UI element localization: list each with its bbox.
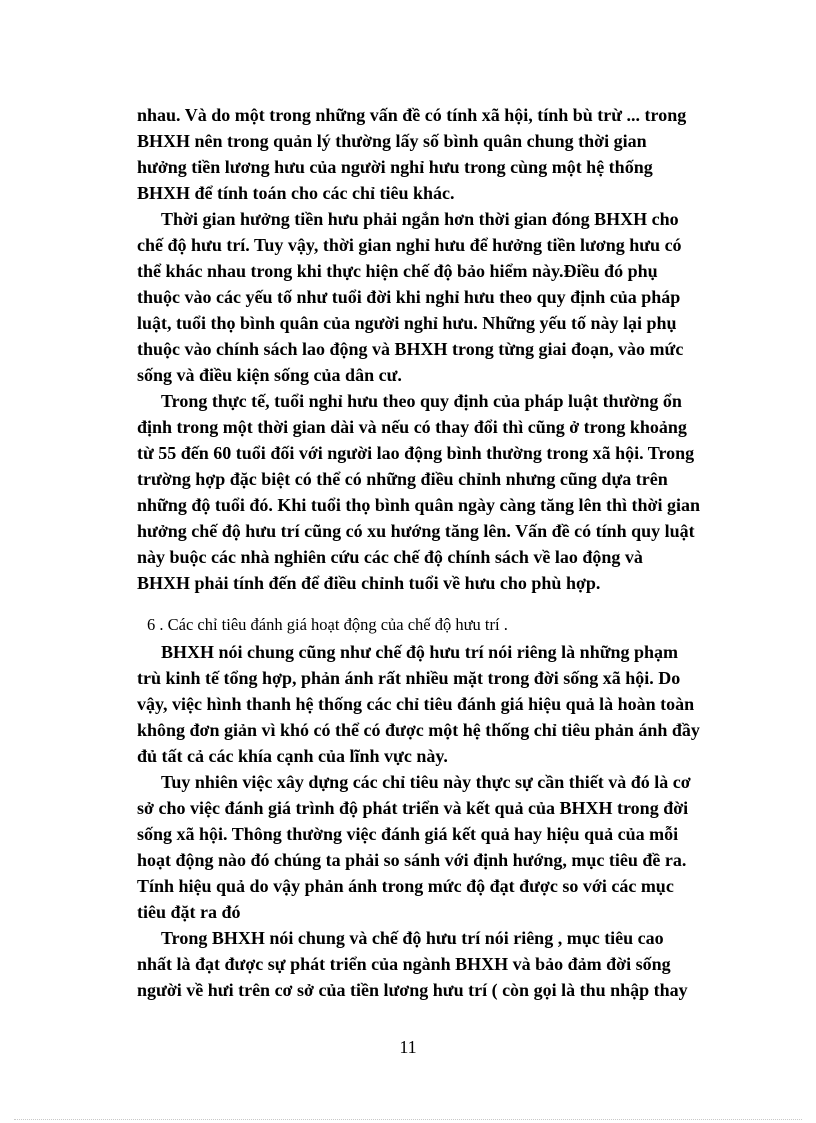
text-line: chế độ hưu trí. Tuy vậy, thời gian nghỉ hưu để hưởng tiền lương hưu có [137, 235, 682, 255]
text-line: sống và điều kiện sống của dân cư. [137, 365, 402, 385]
text-line: hoạt động nào đó chúng ta phải so sánh với định hướng, mục tiêu đề ra. [137, 850, 687, 870]
text-line: định trong một thời gian dài và nếu có thay đổi thì cũng ở trong khoảng [137, 417, 687, 437]
text-line: Trong BHXH nói chung và chế độ hưu trí nói riêng , mục tiêu cao [161, 928, 664, 948]
text-line: nhau. Và do một trong những vấn đề có tính xã hội, tính bù trừ ... trong [137, 105, 687, 125]
text-line: đủ tất cả các khía cạnh của lĩnh vực này. [137, 746, 448, 766]
page-number: 11 [399, 1037, 417, 1057]
text-line: từ 55 đến 60 tuổi đối với người lao động bình thường trong xã hội. Trong [137, 443, 695, 463]
text-line: tiêu đặt ra đó [137, 902, 241, 922]
text-line: thuộc vào các yếu tố như tuổi đời khi nghỉ hưu theo quy định của pháp [137, 287, 681, 307]
text-line: Thời gian hưởng tiền hưu phải ngắn hơn thời gian đóng BHXH cho [161, 209, 679, 229]
text-line: trường hợp đặc biệt có thể có những điều chỉnh nhưng cũng dựa trên [137, 469, 668, 489]
text-line: những độ tuổi đó. Khi tuổi thọ bình quân ngày càng tăng lên thì thời gian [137, 495, 700, 515]
text-line: thể khác nhau trong khi thực hiện chế độ bảo hiểm này.Điều đó phụ [137, 261, 658, 281]
text-line: thuộc vào chính sách lao động và BHXH trong từng giai đoạn, vào mức [137, 339, 684, 359]
text-line: vậy, việc hình thanh hệ thống các chỉ tiêu đánh giá hiệu quả là hoàn toàn [137, 694, 695, 714]
text-line: Trong thực tế, tuổi nghỉ hưu theo quy định của pháp luật thường ổn [161, 391, 682, 411]
text-line: Tuy nhiên việc xây dựng các chỉ tiêu này thực sự cần thiết và đó là cơ [161, 772, 691, 792]
text-line: hưởng chế độ hưu trí cũng có xu hướng tăng lên. Vấn đề có tính quy luật [137, 521, 695, 541]
text-line: luật, tuổi thọ bình quân của người nghỉ hưu. Những yếu tố này lại phụ [137, 313, 677, 333]
text-line: này buộc các nhà nghiên cứu các chế độ chính sách về lao động và [137, 547, 643, 567]
text-line: người về hưi trên cơ sở của tiền lương hưu trí ( còn gọi là thu nhập thay [137, 980, 688, 1000]
text-line: trù kinh tế tổng hợp, phản ánh rất nhiều mặt trong đời sống xã hội. Do [137, 668, 681, 688]
page-bottom-divider [14, 1119, 802, 1120]
text-line: không đơn giản vì khó có thể có được một hệ thống chỉ tiêu phản ánh đầy [137, 720, 700, 740]
text-line: BHXH phải tính đến để điều chỉnh tuổi về hưu cho phù hợp. [137, 573, 601, 593]
text-line: BHXH nên trong quản lý thường lấy số bình quân chung thời gian [137, 131, 647, 151]
text-line: sống xã hội. Thông thường việc đánh giá kết quả hay hiệu quả của mỗi [137, 824, 679, 844]
text-line: BHXH để tính toán cho các chỉ tiêu khác. [137, 183, 455, 203]
text-line: BHXH nói chung cũng như chế độ hưu trí nói riêng là những phạm [161, 642, 679, 662]
text-line: sở cho việc đánh giá trình độ phát triển và kết quả của BHXH trong đời [137, 798, 689, 818]
text-line: nhất là đạt được sự phát triển của ngành BHXH và bảo đảm đời sống [137, 954, 671, 974]
text-line: hưởng tiền lương hưu của người nghỉ hưu trong cùng một hệ thống [137, 157, 653, 177]
text-line: Tính hiệu quả do vậy phản ánh trong mức độ đạt được so với các mục [137, 876, 674, 896]
section-heading: 6 . Các chỉ tiêu đánh giá hoạt động của chế độ hưu trí . [147, 615, 508, 634]
